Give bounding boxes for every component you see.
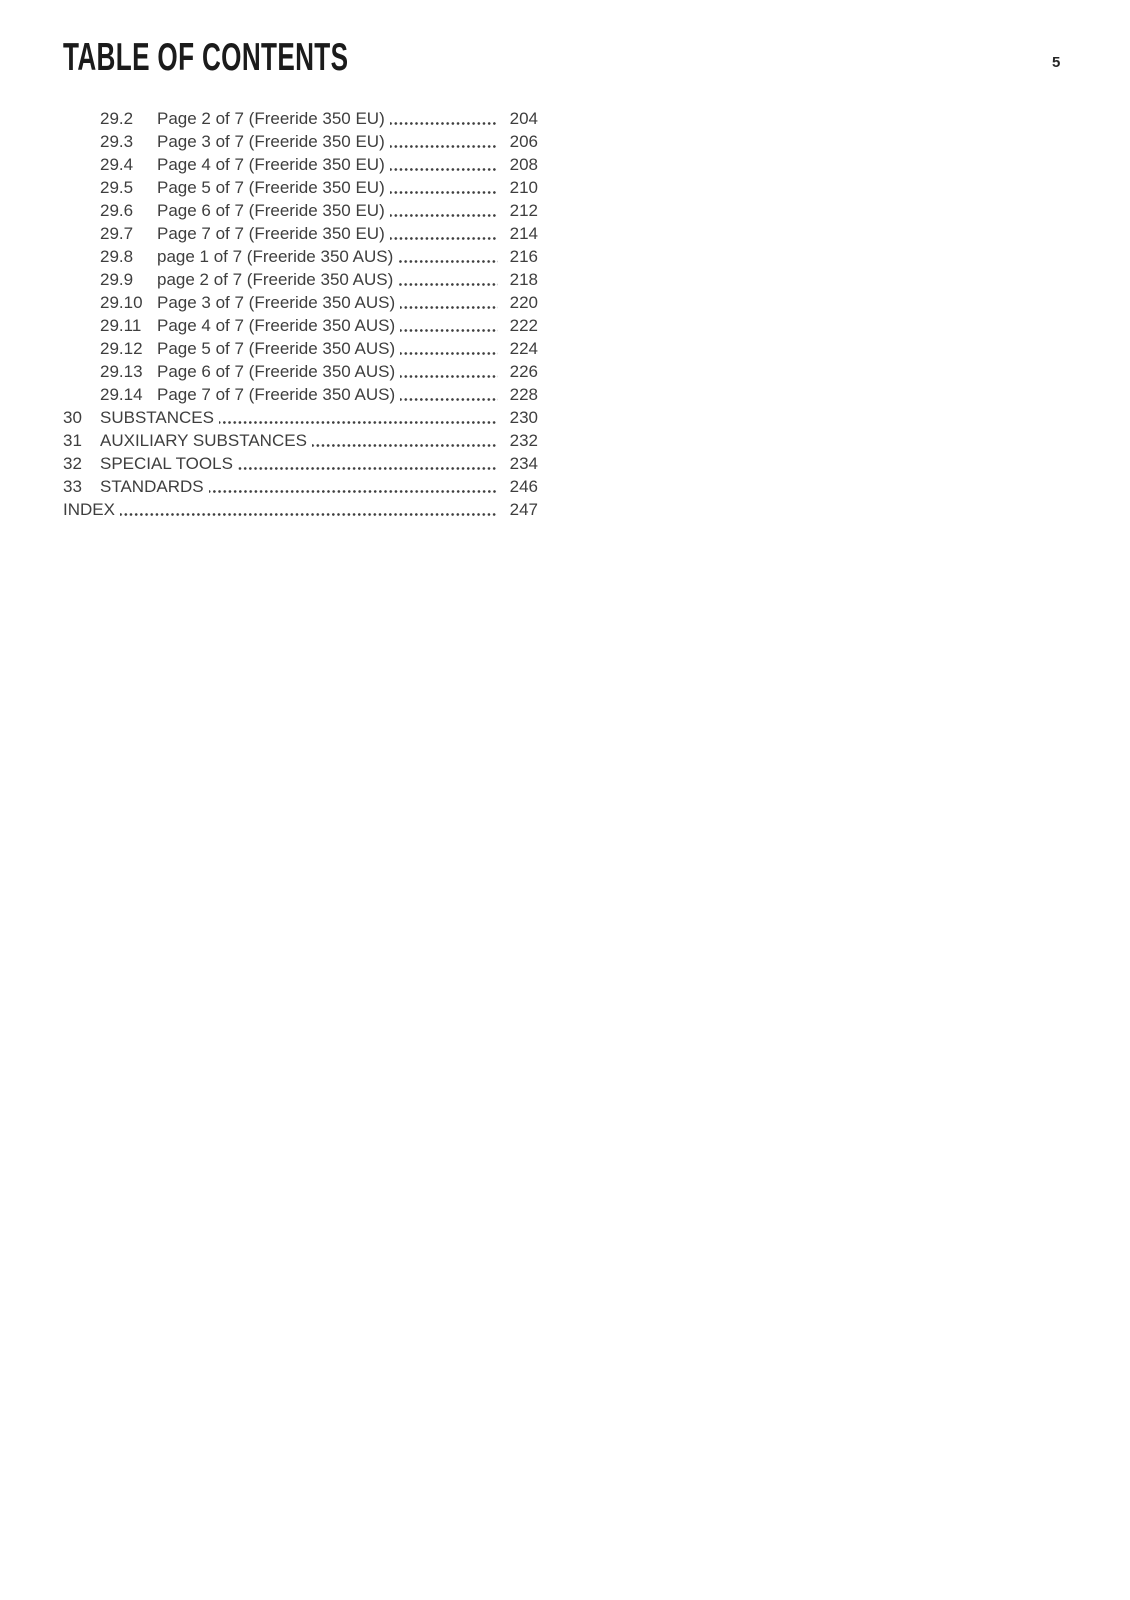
toc-entry-page: 226: [509, 362, 538, 381]
toc-entry: [63, 245, 538, 268]
toc-entry-title: page 2 of 7 (Freeride 350 AUS): [157, 270, 394, 289]
toc-entry-page: 246: [509, 477, 538, 496]
dot-leader: [219, 421, 498, 424]
toc-entry-title: Page 6 of 7 (Freeride 350 EU): [157, 201, 385, 220]
toc-entry: [63, 475, 538, 498]
toc-entry-title: Page 4 of 7 (Freeride 350 EU): [157, 155, 385, 174]
toc-entry: [63, 314, 538, 337]
dot-leader: [400, 375, 498, 378]
dot-leader: [390, 237, 498, 240]
toc-entry-page: 224: [509, 339, 538, 358]
toc-entry-number: 29.12: [100, 339, 143, 358]
toc-entry: [63, 498, 538, 521]
toc-entry-number: 31: [63, 431, 82, 450]
dot-leader: [312, 444, 498, 447]
toc-entry: [63, 360, 538, 383]
toc-entry-page: 216: [509, 247, 538, 266]
toc-entry-page: 228: [509, 385, 538, 404]
toc-entry-page: 218: [509, 270, 538, 289]
dot-leader: [390, 122, 498, 125]
toc-entry-number: 32: [63, 454, 82, 473]
toc-entry-page: 247: [509, 500, 538, 519]
toc-entry: [63, 291, 538, 314]
toc-entry: [63, 107, 538, 130]
toc-entry-title: Page 7 of 7 (Freeride 350 EU): [157, 224, 385, 243]
toc-entry-title: Page 3 of 7 (Freeride 350 AUS): [157, 293, 396, 312]
dot-leader: [238, 467, 498, 470]
toc-entry-number: 29.7: [100, 224, 134, 243]
toc-entry-title: Page 3 of 7 (Freeride 350 EU): [157, 132, 385, 151]
toc-entry: [63, 199, 538, 222]
dot-leader: [390, 191, 498, 194]
dot-leader: [400, 398, 498, 401]
dot-leader: [209, 490, 498, 493]
toc-entry-title: Page 6 of 7 (Freeride 350 AUS): [157, 362, 396, 381]
toc-entry-number: 29.5: [100, 178, 134, 197]
toc-entry-title: Page 7 of 7 (Freeride 350 AUS): [157, 385, 396, 404]
toc-entry: [63, 452, 538, 475]
toc-entry-number: 29.8: [100, 247, 134, 266]
toc-entry: [63, 429, 538, 452]
toc-entry-number: 33: [63, 477, 82, 496]
toc-entry-page: 220: [509, 293, 538, 312]
dot-leader: [398, 283, 498, 286]
toc-entry-page: 232: [509, 431, 538, 450]
dot-leader: [400, 329, 498, 332]
toc-entry-page: 212: [509, 201, 538, 220]
toc-entry-number: 29.13: [100, 362, 143, 381]
page-title: TABLE OF CONTENTS: [63, 36, 349, 79]
dot-leader: [390, 145, 498, 148]
folio-page-number: 5: [1052, 54, 1061, 71]
toc-entry-page: 214: [509, 224, 538, 243]
toc-entry-title: SUBSTANCES: [100, 408, 214, 427]
toc-entry: [63, 383, 538, 406]
toc-entry-page: 206: [509, 132, 538, 151]
toc-entry-number: 29.3: [100, 132, 134, 151]
toc-entry-number: 29.2: [100, 109, 134, 128]
toc-entry-title: Page 4 of 7 (Freeride 350 AUS): [157, 316, 396, 335]
toc-entry-page: 208: [509, 155, 538, 174]
toc-entry-page: 210: [509, 178, 538, 197]
toc-entry: [63, 130, 538, 153]
dot-leader: [400, 306, 498, 309]
toc-entry-title: Page 5 of 7 (Freeride 350 EU): [157, 178, 385, 197]
toc-entry-title: Page 5 of 7 (Freeride 350 AUS): [157, 339, 396, 358]
toc-entry-page: 204: [509, 109, 538, 128]
toc-list: [63, 107, 538, 521]
toc-entry-number: 29.9: [100, 270, 134, 289]
toc-entry-title: SPECIAL TOOLS: [100, 454, 233, 473]
toc-entry: [63, 406, 538, 429]
toc-entry: [63, 337, 538, 360]
toc-entry-number: 29.10: [100, 293, 143, 312]
dot-leader: [390, 168, 498, 171]
toc-entry-number: 29.11: [100, 316, 142, 335]
toc-entry-number: 30: [63, 408, 82, 427]
toc-entry: [63, 153, 538, 176]
toc-entry-title: STANDARDS: [100, 477, 204, 496]
toc-entry: [63, 222, 538, 245]
toc-entry: [63, 268, 538, 291]
toc-entry-title: page 1 of 7 (Freeride 350 AUS): [157, 247, 394, 266]
toc-entry-title: INDEX: [63, 500, 115, 519]
toc-entry-page: 234: [509, 454, 538, 473]
toc-entry-title: AUXILIARY SUBSTANCES: [100, 431, 307, 450]
dot-leader: [398, 260, 498, 263]
toc-entry-number: 29.6: [100, 201, 134, 220]
toc-entry-number: 29.4: [100, 155, 134, 174]
toc-entry-page: 222: [509, 316, 538, 335]
dot-leader: [400, 352, 498, 355]
toc-entry: [63, 176, 538, 199]
dot-leader: [120, 513, 498, 516]
toc-entry-title: Page 2 of 7 (Freeride 350 EU): [157, 109, 385, 128]
toc-entry-page: 230: [509, 408, 538, 427]
toc-entry-number: 29.14: [100, 385, 143, 404]
dot-leader: [390, 214, 498, 217]
